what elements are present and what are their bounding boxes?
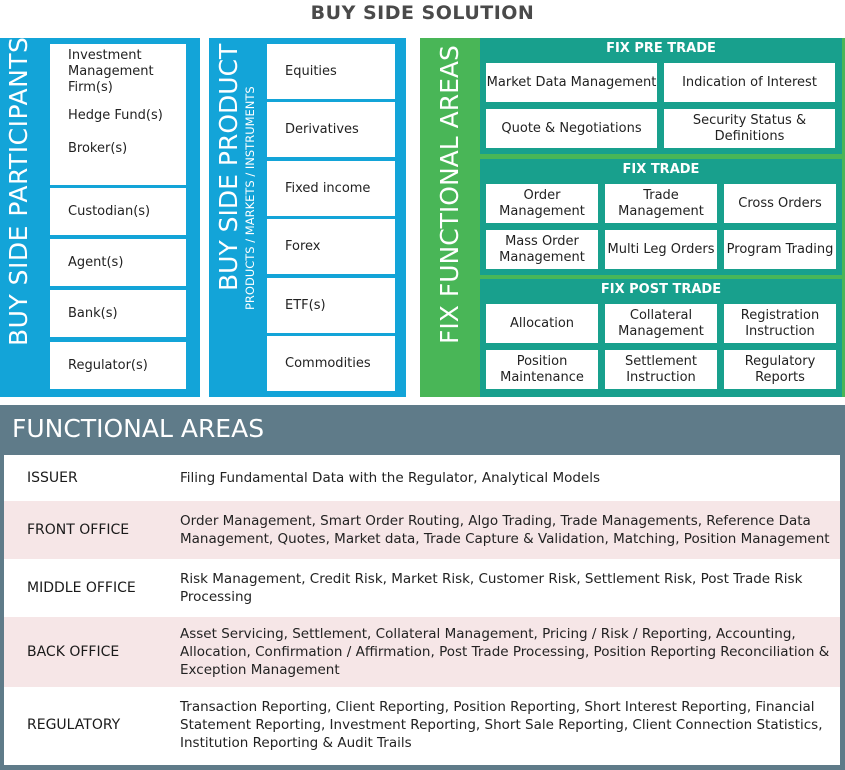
fix-post-trade-title: FIX POST TRADE [600,282,722,297]
table-row [4,687,840,763]
functional-areas-table [4,455,840,765]
fix-item: Order Management [486,184,598,223]
fix-item: Program Trading [724,230,836,269]
table-row [4,617,840,687]
row-label: MIDDLE OFFICE [27,580,136,596]
fix-item: Position Maintenance [486,350,598,389]
fix-item: Collateral Management [605,304,717,343]
participant-item: Bank(s) [50,290,186,337]
table-row [4,501,840,559]
row-label: ISSUER [27,470,78,486]
fix-item: Multi Leg Orders [605,230,717,269]
participant-item: Regulator(s) [50,342,186,389]
table-row [4,455,840,501]
page-title: BUY SIDE SOLUTION [310,2,535,24]
fix-pre-trade-section [480,38,842,154]
row-text: Risk Management, Credit Risk, Market Risk, Customer Risk, Settlement Risk, Post Trade Risk Processing [180,571,803,605]
fix-label: FIX FUNCTIONAL AREAS [435,45,464,344]
row-label: BACK OFFICE [27,644,120,660]
participant-item: Broker(s) [68,141,128,156]
row-text: Asset Servicing, Settlement, Collateral Management, Pricing / Risk / Reporting, Accounting, Allocation, Confirmation / Affirmation, Post Trade Processing, Position Reporting Reconciliation & Exception Management [180,626,830,678]
participant-group-primary [50,44,186,185]
participant-item: Custodian(s) [50,188,186,235]
products-panel [209,38,406,397]
product-item: Equities [267,44,395,99]
fix-panel [420,38,845,397]
fix-item: Market Data Management [486,63,657,102]
participants-label: BUY SIDE PARTICIPANTS [4,36,33,346]
row-label: REGULATORY [27,717,121,733]
fix-post-trade-section [480,279,842,397]
row-label: FRONT OFFICE [27,522,130,538]
products-sublabel: PRODUCTS / MARKETS / INSTRUMENTS [243,86,257,310]
product-item: Fixed income [267,161,395,216]
product-item: ETF(s) [267,278,395,333]
row-text: Order Management, Smart Order Routing, Algo Trading, Trade Managements, Reference Data Management, Quotes, Market data, Trade Capture & Validation, Matching, Position Management [180,513,830,547]
product-item: Derivatives [267,102,395,157]
fix-item: Indication of Interest [664,63,835,102]
fix-item: Registration Instruction [724,304,836,343]
fix-item: Mass Order Management [486,230,598,269]
fix-item: Quote & Negotiations [486,109,657,148]
fix-trade-title: FIX TRADE [622,162,700,177]
functional-areas-panel [0,405,845,770]
fix-item: Regulatory Reports [724,350,836,389]
fix-item: Cross Orders [724,184,836,223]
table-row [4,559,840,617]
fix-item: Settlement Instruction [605,350,717,389]
functional-areas-title: FUNCTIONAL AREAS [12,414,265,443]
fix-item: Allocation [486,304,598,343]
participant-item: Agent(s) [50,239,186,286]
participant-item: Investment Management Firm(s) [68,48,154,95]
fix-trade-section [480,159,842,275]
participants-panel [0,38,200,397]
product-item: Commodities [267,336,395,391]
product-item: Forex [267,219,395,274]
fix-pre-trade-title: FIX PRE TRADE [606,41,716,56]
products-label: BUY SIDE PRODUCT [214,43,243,291]
fix-item: Trade Management [605,184,717,223]
row-text: Transaction Reporting, Client Reporting, Position Reporting, Short Interest Reporting, Financial Statement Reporting, Investment Reporting, Short Sale Reporting, Client Connection Statistics, Institution Reporting & Audit Trails [180,699,823,751]
row-text: Filing Fundamental Data with the Regulator, Analytical Models [180,470,601,486]
fix-item: Security Status & Definitions [664,109,835,148]
participant-item: Hedge Fund(s) [68,108,163,123]
